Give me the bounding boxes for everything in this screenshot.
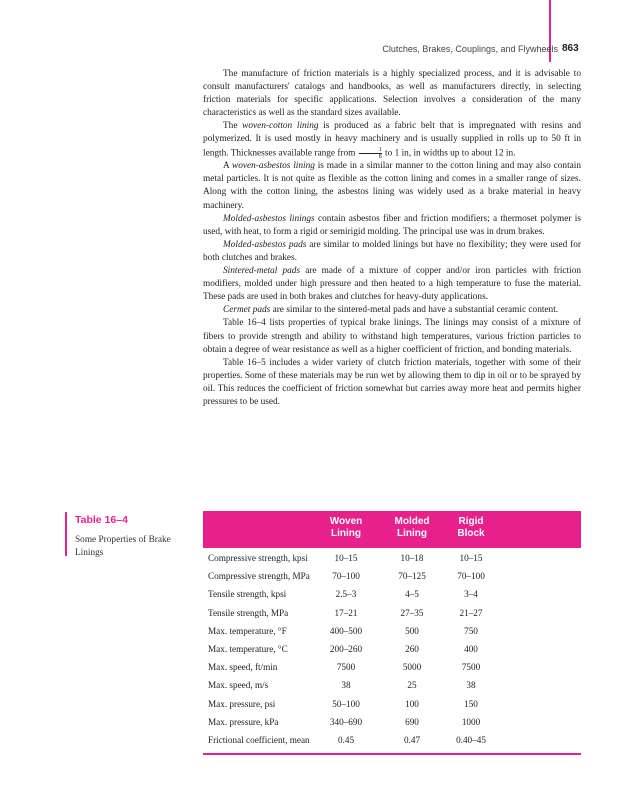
term-molded-asbestos-linings: Molded-asbestos linings (223, 213, 315, 224)
paragraph-3 (203, 160, 581, 212)
p7-end: are similar to the sintered-metal pads and have a substantial ceramic content. (270, 305, 559, 316)
p3-end: is made in a similar manner to the cotton lining and may also contain metal particles. It is not quite as flexible as the cotton lining and comes in a smaller range of sizes. Along with the cotton lining, the asbestos lining was widely used as a brake material in heavy machinery. (203, 161, 582, 211)
fraction-one-eighth (359, 147, 382, 160)
table-row (203, 658, 581, 676)
property-cell: Max. speed, ft/min (208, 662, 278, 673)
rigid-cell: 21–27 (459, 607, 483, 618)
woven-cell: 7500 (336, 662, 356, 673)
paragraph-1: The manufacture of friction materials is a highly specialized process, and it is advisable to consult manufacturers' catalogs and handbooks, as well as manufacturers directly, in selecting friction materials for specific applications. Selection involves a consideration of the many characteristics as well as the standard sizes available. (203, 69, 581, 119)
molded-cell: 500 (405, 625, 419, 636)
table-row (203, 676, 581, 694)
property-cell: Tensile strength, MPa (208, 607, 289, 618)
p2-mid: is produced as a fabric belt that is impregnated with resins and polymerized. It is used mostly in heavy machinery and is usually supplied in rolls up to 50 ft in length. Thicknesses available range from (203, 121, 581, 159)
woven-cell: 200–260 (329, 643, 363, 654)
woven-cell: 70–100 (332, 571, 360, 582)
table-row (203, 622, 581, 640)
col-header-molded-line1: Molded (394, 516, 430, 527)
rigid-cell: 1000 (461, 716, 481, 727)
fraction-denominator: 8 (378, 153, 382, 160)
woven-cell: 0.45 (337, 734, 355, 745)
table-row (203, 713, 581, 731)
rigid-cell: 38 (466, 680, 476, 691)
col-header-woven-line1: Woven (329, 516, 363, 527)
paragraph-4 (203, 213, 581, 239)
rigid-cell: 0.40–45 (456, 734, 486, 745)
col-header-rigid-line1: Rigid (458, 516, 484, 527)
woven-cell: 2.5–3 (335, 589, 357, 600)
molded-cell: 690 (405, 716, 419, 727)
woven-cell: 17–21 (334, 607, 358, 618)
page-number: 863 (562, 43, 579, 54)
table-caption-box (65, 512, 187, 556)
property-cell: Frictional coefficient, mean (208, 734, 310, 745)
table-bottom-rule (203, 753, 581, 755)
table-body (203, 549, 581, 749)
molded-cell: 100 (405, 698, 419, 709)
rigid-cell: 3–4 (464, 589, 478, 600)
table-row (203, 567, 581, 585)
p5-end: are similar to molded linings but have no flexibility; they were used for both clutches and brakes. (203, 239, 581, 263)
rigid-cell: 70–100 (457, 571, 485, 582)
col-header-rigid (441, 516, 501, 540)
table-caption: Some Properties of Brake Linings (75, 535, 171, 558)
molded-cell: 4–5 (405, 589, 419, 600)
p3-start: A (223, 161, 233, 172)
molded-cell: 0.47 (403, 734, 421, 745)
property-cell: Tensile strength, kpsi (208, 589, 287, 600)
term-molded-asbestos-pads: Molded-asbestos pads (223, 239, 307, 250)
col-header-woven-line2: Lining (331, 528, 361, 539)
property-cell: Max. speed, m/s (208, 680, 269, 691)
term-cermet-pads: Cermet pads (223, 305, 271, 316)
molded-cell: 27–35 (400, 607, 424, 618)
table-row (203, 604, 581, 622)
molded-cell: 260 (405, 643, 419, 654)
term-woven-asbestos: woven-asbestos lining (232, 161, 315, 172)
rigid-cell: 750 (464, 625, 478, 636)
brake-linings-table (203, 511, 581, 755)
table-row (203, 731, 581, 749)
rigid-cell: 400 (464, 643, 478, 654)
col-header-rigid-line2: Block (457, 528, 485, 539)
running-head: Clutches, Brakes, Couplings, and Flywheels (382, 44, 558, 54)
paragraph-2 (203, 120, 581, 160)
table-header (203, 511, 581, 548)
paragraph-6 (203, 265, 581, 304)
table-row (203, 585, 581, 603)
table-row (203, 640, 581, 658)
woven-cell: 10–15 (334, 553, 358, 563)
rigid-cell: 7500 (461, 662, 481, 673)
property-cell: Max. pressure, psi (208, 698, 276, 709)
woven-cell: 50–100 (332, 698, 360, 709)
property-cell: Compressive strength, kpsi (208, 553, 308, 563)
p6-end: are made of a mixture of copper and/or iron particles with friction modifiers, molded under high pressure and then heated to a high temperature to fuse the material. These pads are used in both brakes and clutches for heavy-duty applications. (203, 266, 581, 303)
table-label: Table 16–4 (75, 514, 128, 526)
term-sintered-metal-pads: Sintered-metal pads (223, 266, 301, 277)
paragraph-8: Table 16–4 lists properties of typical brake linings. The linings may consist of a mixture of fibers to provide strength and ability to withstand high temperatures, various friction particles to obtain a degree of wear resistance as well as a higher coefficient of friction, and bonding materials. (203, 318, 581, 355)
rigid-cell: 10–15 (459, 553, 483, 563)
table-row (203, 695, 581, 713)
woven-cell: 38 (341, 680, 351, 691)
paragraph-9: Table 16–5 includes a wider variety of clutch friction materials, together with some of their properties. Some of these materials may be run wet by allowing them to dip in oil or to be sprayed by oil. This reduces the coefficient of friction somewhat but carries away more heat and permits higher pressures to be used. (203, 357, 581, 407)
woven-cell: 400–500 (329, 625, 363, 636)
property-cell: Max. pressure, kPa (208, 716, 279, 727)
col-header-molded (382, 516, 442, 540)
rigid-cell: 150 (464, 698, 478, 709)
molded-cell: 25 (407, 680, 417, 691)
paragraph-5 (203, 239, 581, 265)
woven-cell: 340–690 (329, 716, 363, 727)
molded-cell: 70–125 (398, 571, 426, 582)
property-cell: Max. temperature, °C (208, 643, 288, 654)
fraction-numerator: 1 (359, 147, 382, 154)
molded-cell: 5000 (402, 662, 422, 673)
table-row (203, 549, 581, 567)
term-woven-cotton: woven-cotton lining (242, 121, 319, 132)
property-cell: Compressive strength, MPa (208, 571, 310, 582)
p2-end: to 1 in, in widths up to about 12 in. (382, 148, 516, 159)
col-header-molded-line2: Lining (397, 528, 427, 539)
p2-start: The (223, 121, 243, 132)
paragraph-7 (203, 304, 581, 317)
col-header-woven (316, 516, 376, 540)
property-cell: Max. temperature, °F (208, 625, 287, 636)
body-text (203, 68, 581, 409)
molded-cell: 10–18 (400, 553, 424, 563)
p4-end: contain asbestos fiber and friction modifiers; a thermoset polymer is used, with heat, to form a rigid or semirigid molding. The principal use was in drum brakes. (203, 213, 581, 237)
